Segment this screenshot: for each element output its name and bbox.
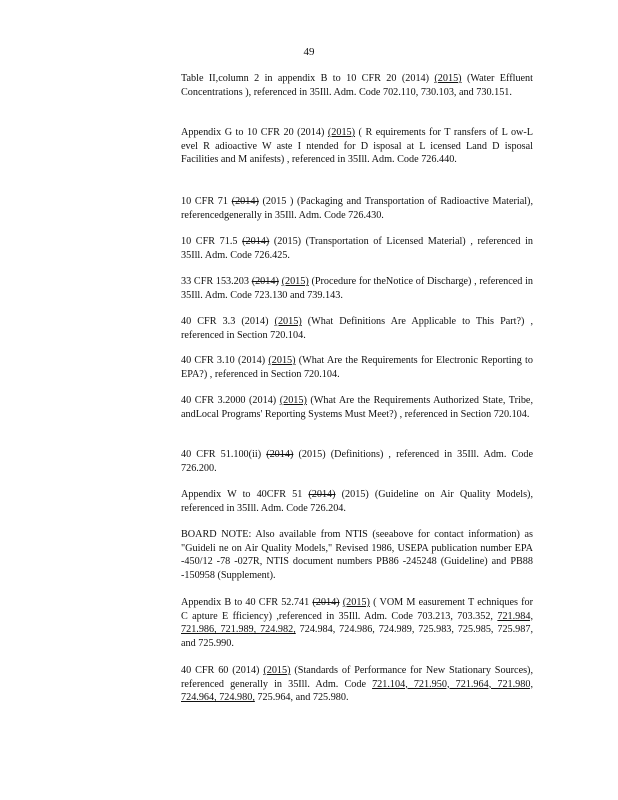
reference-entry	[181, 275, 533, 302]
underlined-text: (2015)	[263, 665, 291, 676]
entry-text: BOARD NOTE: Also available from NTIS (seeabove for contact information) as "Guideli ne on Air Quality Models," Revised 1986, USEPA publication number EPA -450/12 -78 -027R, NTIS document numbers PB86 -245248 (Guideline) and PB88 -150958 (Supplement).	[181, 529, 533, 581]
entry-text: 40 CFR 51.100(ii)	[181, 449, 267, 460]
underlined-text: (2015)	[279, 395, 307, 406]
reference-entry	[181, 448, 533, 475]
underlined-text: (2015)	[268, 355, 296, 366]
reference-entry	[181, 195, 533, 222]
struck-text: (2014)	[242, 236, 270, 247]
underlined-text: (2015)	[434, 73, 462, 84]
entry-text: ( VOM M easurement T echniques for C apture E fficiency) ,referenced in 35Ill. Adm. Code 703.213, 703.352,	[181, 597, 533, 622]
entry-text: 725.964, and 725.980.	[254, 692, 349, 704]
entry-text: (What Are the Requirements for Electronic Reporting to EPA?) , referenced in Section 720.104.	[181, 355, 533, 380]
entry-text: ( R equirements for T ransfers of L ow-L evel R adioactive W aste I ntended for D isposal at L icensed Land D isposal Facilities and M anifests) , referenced in 35Ill. Adm. Code 726.440.	[181, 127, 534, 166]
reference-entry	[181, 126, 533, 167]
entry-text: (2015) (Transportation of Licensed Material) , referenced in 35Ill. Adm. Code 726.425.	[181, 236, 533, 261]
entry-text: 40 CFR 60 (2014)	[181, 665, 264, 676]
entry-text: (Standards of Performance for New Stationary Sources), referenced generally in 35Ill. Adm. Code	[181, 665, 534, 690]
reference-entry	[181, 596, 533, 650]
underlined-text: (2015)	[281, 276, 309, 287]
reference-entry	[181, 664, 533, 705]
struck-text: (2014)	[312, 597, 340, 608]
entry-text: (2015 ) (Packaging and Transportation of Radioactive Material), referencedgenerally in 35Ill. Adm. Code 726.430.	[181, 196, 533, 221]
entry-text: 40 CFR 3.3 (2014)	[181, 316, 275, 327]
entry-text: 10 CFR 71	[181, 196, 232, 207]
reference-entry	[181, 394, 533, 421]
reference-entry	[181, 354, 533, 381]
underlined-text: (2015)	[274, 316, 302, 327]
entry-text: Table II,column 2 in appendix B to 10 CFR 20 (2014)	[181, 73, 435, 84]
entry-text: 10 CFR 71.5	[181, 236, 243, 247]
entry-text: (2015) (Definitions) , referenced in 35Ill. Adm. Code 726.200.	[181, 449, 533, 474]
underlined-text: 721.984, 721.986, 721.989, 724.982,	[181, 610, 533, 636]
underlined-text: (2015)	[327, 127, 356, 138]
struck-text: (2014)	[251, 276, 279, 287]
struck-text: (2014)	[231, 196, 259, 207]
entry-text: Appendix G to 10 CFR 20 (2014)	[181, 127, 328, 138]
reference-entry	[181, 235, 533, 262]
entry-text: 40 CFR 3.2000 (2014)	[181, 395, 280, 406]
reference-entry	[181, 315, 533, 342]
entry-text: (Procedure for theNotice of Discharge) , referenced in 35Ill. Adm. Code 723.130 and 739.143.	[181, 276, 534, 301]
entry-text: 33 CFR 153.203	[181, 276, 252, 287]
entry-text: (2015) (Guideline on Air Quality Models), referenced in 35Ill. Adm. Code 726.204.	[181, 489, 533, 514]
reference-entry	[181, 488, 533, 515]
page-number: 49	[303, 46, 315, 58]
board-note	[181, 528, 533, 582]
entry-text: Appendix B to 40 CFR 52.741	[181, 597, 313, 608]
struck-text: (2014)	[308, 489, 336, 500]
entry-text: (Water Effluent Concentrations ), referenced in 35Ill. Adm. Code 702.110, 730.103, and 730.151.	[181, 73, 533, 98]
entry-text: (What Are the Requirements Authorized State, Tribe, andLocal Programs' Reporting Systems Must Meet?) , referenced in Section 720.104.	[181, 395, 533, 420]
underlined-text: (2015)	[342, 597, 370, 608]
entry-text: (What Definitions Are Applicable to This Part?) , referenced in Section 720.104.	[181, 316, 533, 341]
struck-text: (2014)	[266, 449, 294, 460]
underlined-text: 721.104, 721.950, 721.964, 721.980, 724.964, 724.980,	[181, 678, 534, 704]
reference-entry	[181, 72, 533, 99]
entry-text: Appendix W to 40CFR 51	[181, 489, 309, 500]
entry-text: 724.984, 724.986, 724.989, 725.983, 725.985, 725.987, and 725.990.	[181, 624, 534, 649]
entry-text: 40 CFR 3.10 (2014)	[181, 355, 269, 366]
